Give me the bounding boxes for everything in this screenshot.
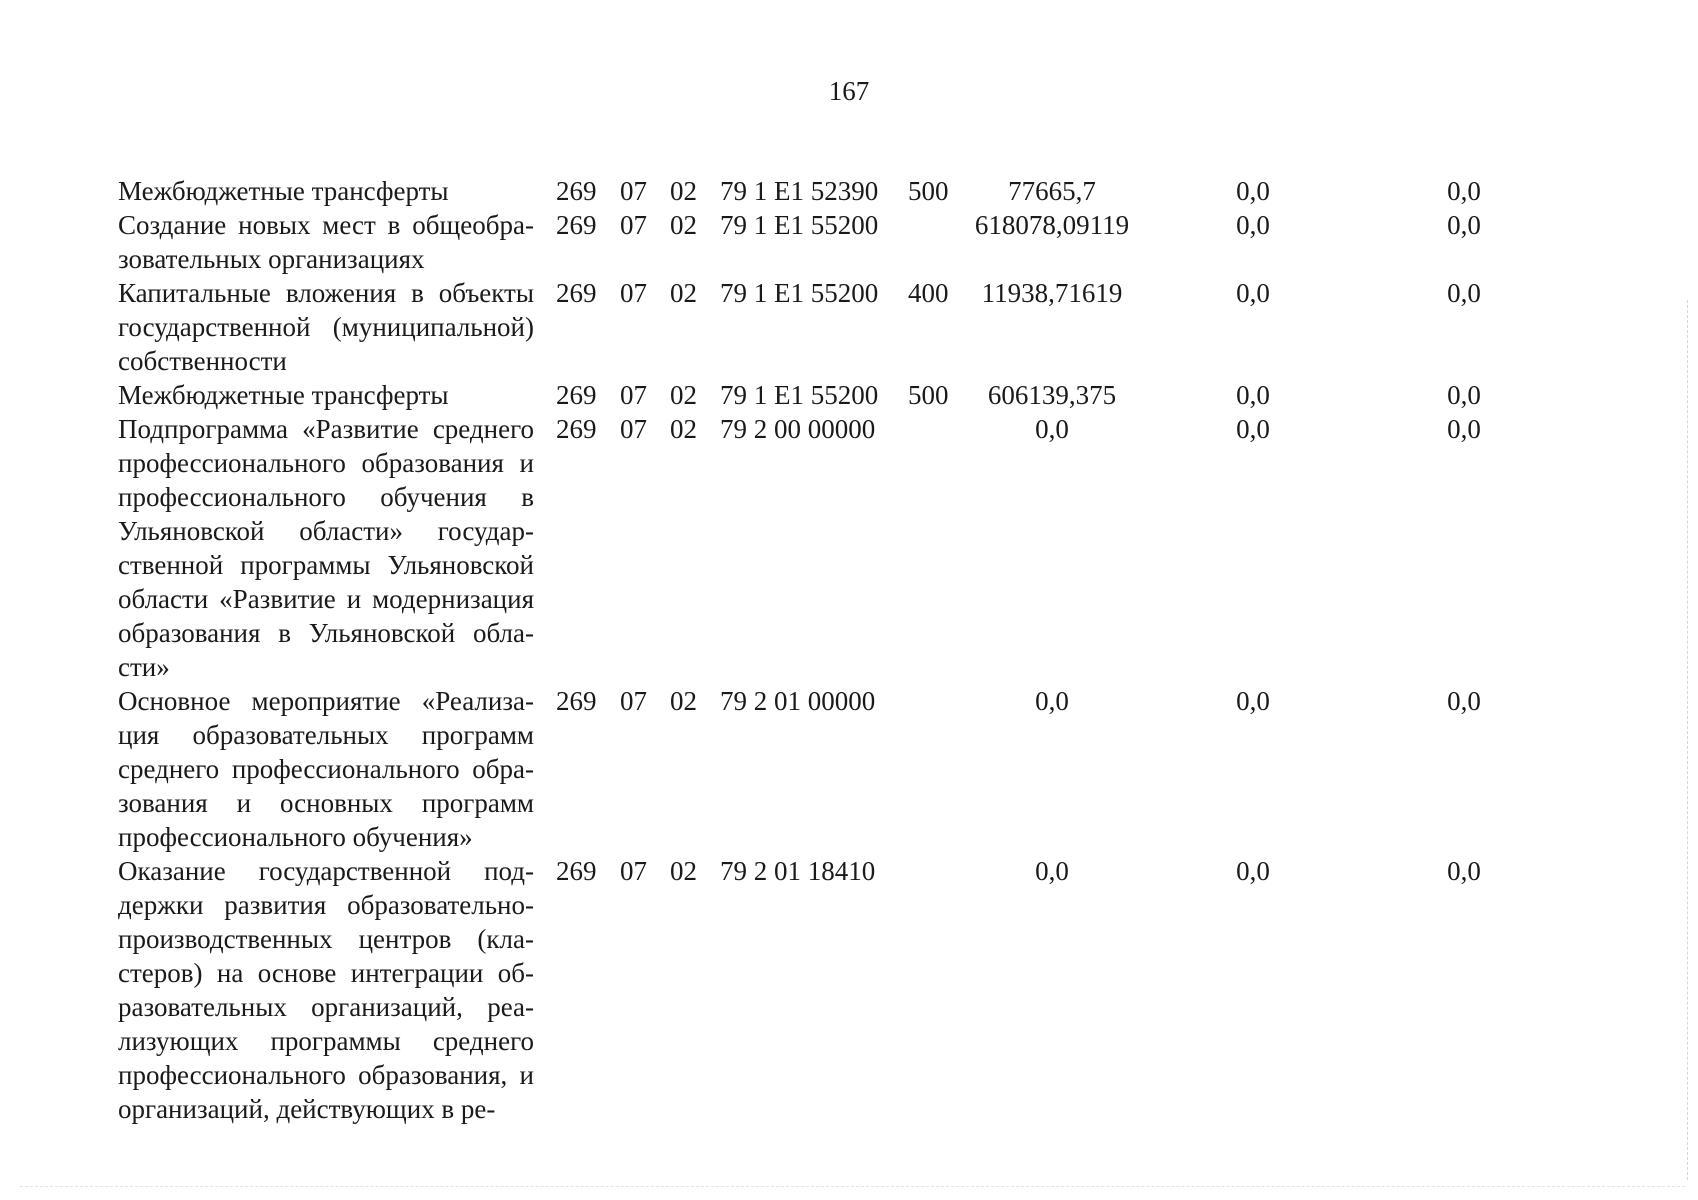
target-article-code: 79 1 E1 55200 [720,278,879,308]
table-row [118,174,1572,208]
subsection-code: 02 [670,380,697,410]
target-article-code: 79 2 00 00000 [720,414,876,444]
amount-year-3: 0,0 [1447,210,1481,240]
amount-year-1: 0,0 [1035,414,1069,444]
expense-type-code [908,412,954,684]
table-row [118,378,1572,412]
amount-year-2: 0,0 [1236,210,1270,240]
section-code: 07 [620,176,647,206]
section-code: 07 [620,210,647,240]
amount-year-3: 0,0 [1447,278,1481,308]
target-article-code: 79 1 E1 55200 [720,380,879,410]
section-code: 07 [620,380,647,410]
amount-year-2: 0,0 [1236,176,1270,206]
amount-year-2: 0,0 [1236,278,1270,308]
amount-year-3: 0,0 [1447,414,1481,444]
amount-year-1: 0,0 [1035,856,1069,886]
table-row [118,208,1572,276]
target-article-code: 79 2 01 18410 [720,856,876,886]
amount-year-1: 0,0 [1035,686,1069,716]
budget-table [118,174,1572,1126]
admin-code: 269 [556,414,597,444]
section-code: 07 [620,686,647,716]
scan-edge-right [1687,300,1688,1180]
amount-year-1: 606139,375 [987,380,1117,410]
amount-year-2: 0,0 [1236,686,1270,716]
table-row [118,854,1572,1126]
amount-year-2: 0,0 [1236,414,1270,444]
row-name: Капитальные вложения в объекты государственной (муниципальной) собственности [118,278,534,376]
expense-type-code: 400 [908,278,949,308]
amount-year-1: 77665,7 [1008,176,1096,206]
section-code: 07 [620,414,647,444]
subsection-code: 02 [670,686,697,716]
subsection-code: 02 [670,278,697,308]
admin-code: 269 [556,210,597,240]
amount-year-2: 0,0 [1236,380,1270,410]
row-name: Основное мероприятие «Реализация образовательных программ среднего профессионального образования и основных программ профессионального обучения» [118,686,534,852]
admin-code: 269 [556,686,597,716]
expense-type-code: 500 [908,176,949,206]
row-name: Создание новых мест в общеобразовательных организациях [118,210,534,274]
admin-code: 269 [556,856,597,886]
section-code: 07 [620,856,647,886]
subsection-code: 02 [670,414,697,444]
table-row [118,684,1572,854]
subsection-code: 02 [670,176,697,206]
row-name: Подпрограмма «Развитие среднего профессионального образования и профессионального обучения в Ульяновской области» государственной программы Ульяновской области «Развитие и модернизация образования в Ульяновской области» [118,414,534,682]
admin-code: 269 [556,176,597,206]
page-number: 167 [828,76,870,106]
row-name: Межбюджетные трансферты [118,176,449,206]
row-name: Межбюджетные трансферты [118,380,449,410]
subsection-code: 02 [670,210,697,240]
expense-type-code [908,208,954,276]
table-row [118,412,1572,684]
section-code: 07 [620,278,647,308]
target-article-code: 79 1 E1 52390 [720,176,879,206]
amount-year-3: 0,0 [1447,380,1481,410]
target-article-code: 79 2 01 00000 [720,686,876,716]
table-row [118,276,1572,378]
expense-type-code: 500 [908,380,949,410]
table-body [118,174,1572,1126]
target-article-code: 79 1 E1 55200 [720,210,879,240]
expense-type-code [908,684,954,854]
amount-year-3: 0,0 [1447,176,1481,206]
amount-year-2: 0,0 [1236,856,1270,886]
amount-year-3: 0,0 [1447,856,1481,886]
admin-code: 269 [556,380,597,410]
expense-type-code [908,854,954,1126]
admin-code: 269 [556,278,597,308]
amount-year-1: 618078,09119 [974,210,1130,240]
row-name: Оказание государственной поддержки развития образовательно-производственных центров (кластеров) на основе интеграции образовательных организаций, реализующих программы среднего профессионального образования, и организаций, действующих в ре- [118,856,534,1124]
amount-year-3: 0,0 [1447,686,1481,716]
scan-edge-bottom [20,1186,1685,1187]
subsection-code: 02 [670,856,697,886]
amount-year-1: 11938,71619 [981,278,1123,308]
